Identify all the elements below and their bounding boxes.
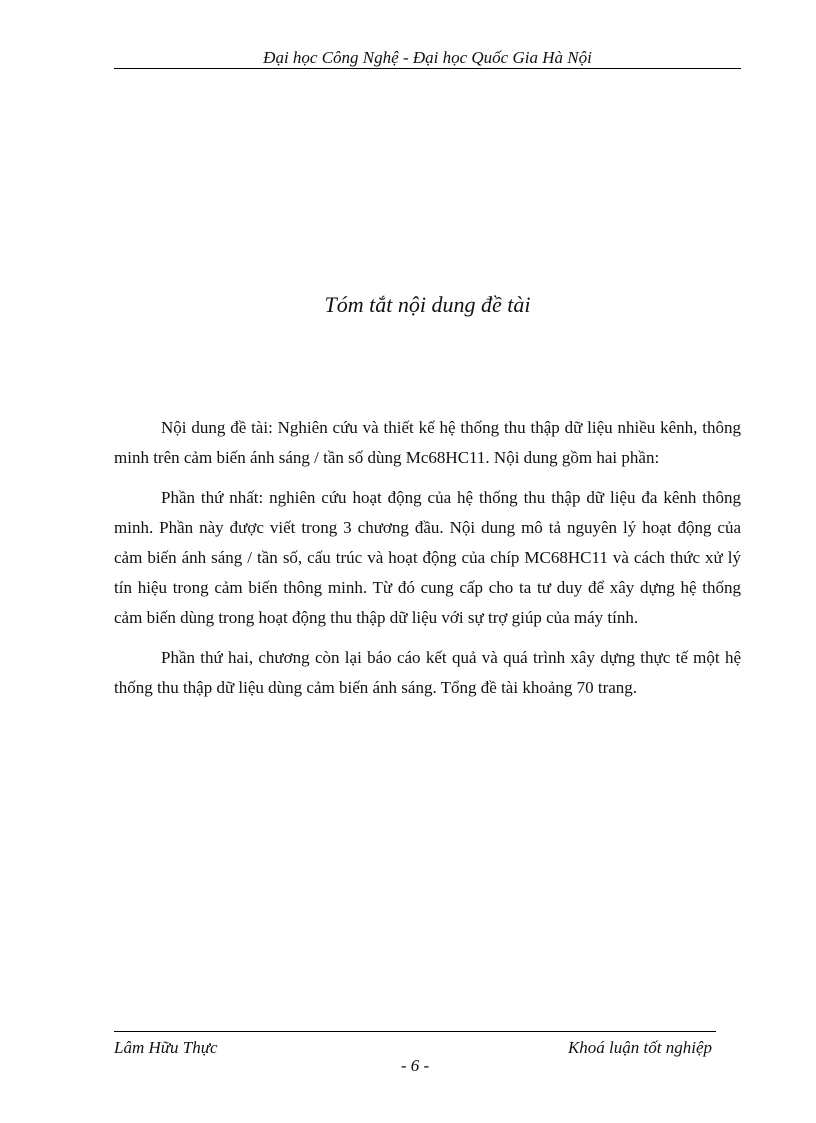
paragraph-part-one: Phần thứ nhất: nghiên cứu hoạt động của hệ thống thu thập dữ liệu đa kênh thông minh. Phần này được viết trong 3 chương đầu. Nội dung mô tả nguyên lý hoạt động của cảm biến ánh sáng / tần số, cấu trúc và hoạt động của chíp MC68HC11 và cách thức xử lý tín hiệu trong cảm biến thông minh. Từ đó cung cấp cho ta tư duy để xây dựng hệ thống cảm biến dùng trong hoạt động thu thập dữ liệu với sự trợ giúp của máy tính.	[114, 488, 741, 627]
paragraph-intro: Nội dung đề tài: Nghiên cứu và thiết kế hệ thống thu thập dữ liệu nhiều kênh, thông minh trên cảm biến ánh sáng / tần số dùng Mc68HC11. Nội dung gồm hai phần:	[114, 418, 741, 467]
page-number: - 6 -	[400, 1056, 430, 1075]
header-divider	[114, 68, 741, 69]
section-title: Tóm tắt nội dung đề tài	[324, 292, 531, 317]
footer-author: Lâm Hữu Thực	[114, 1038, 218, 1057]
body-text	[114, 413, 741, 713]
footer-divider	[114, 1031, 716, 1032]
footer-doc-type: Khoá luận tốt nghiệp	[567, 1038, 712, 1057]
running-header: Đại học Công Nghệ - Đại học Quốc Gia Hà Nội	[263, 48, 592, 67]
paragraph-part-two: Phần thứ hai, chương còn lại báo cáo kết quả và quá trình xây dựng thực tế một hệ thống thu thập dữ liệu dùng cảm biến ánh sáng. Tổng đề tài khoảng 70 trang.	[114, 648, 741, 697]
